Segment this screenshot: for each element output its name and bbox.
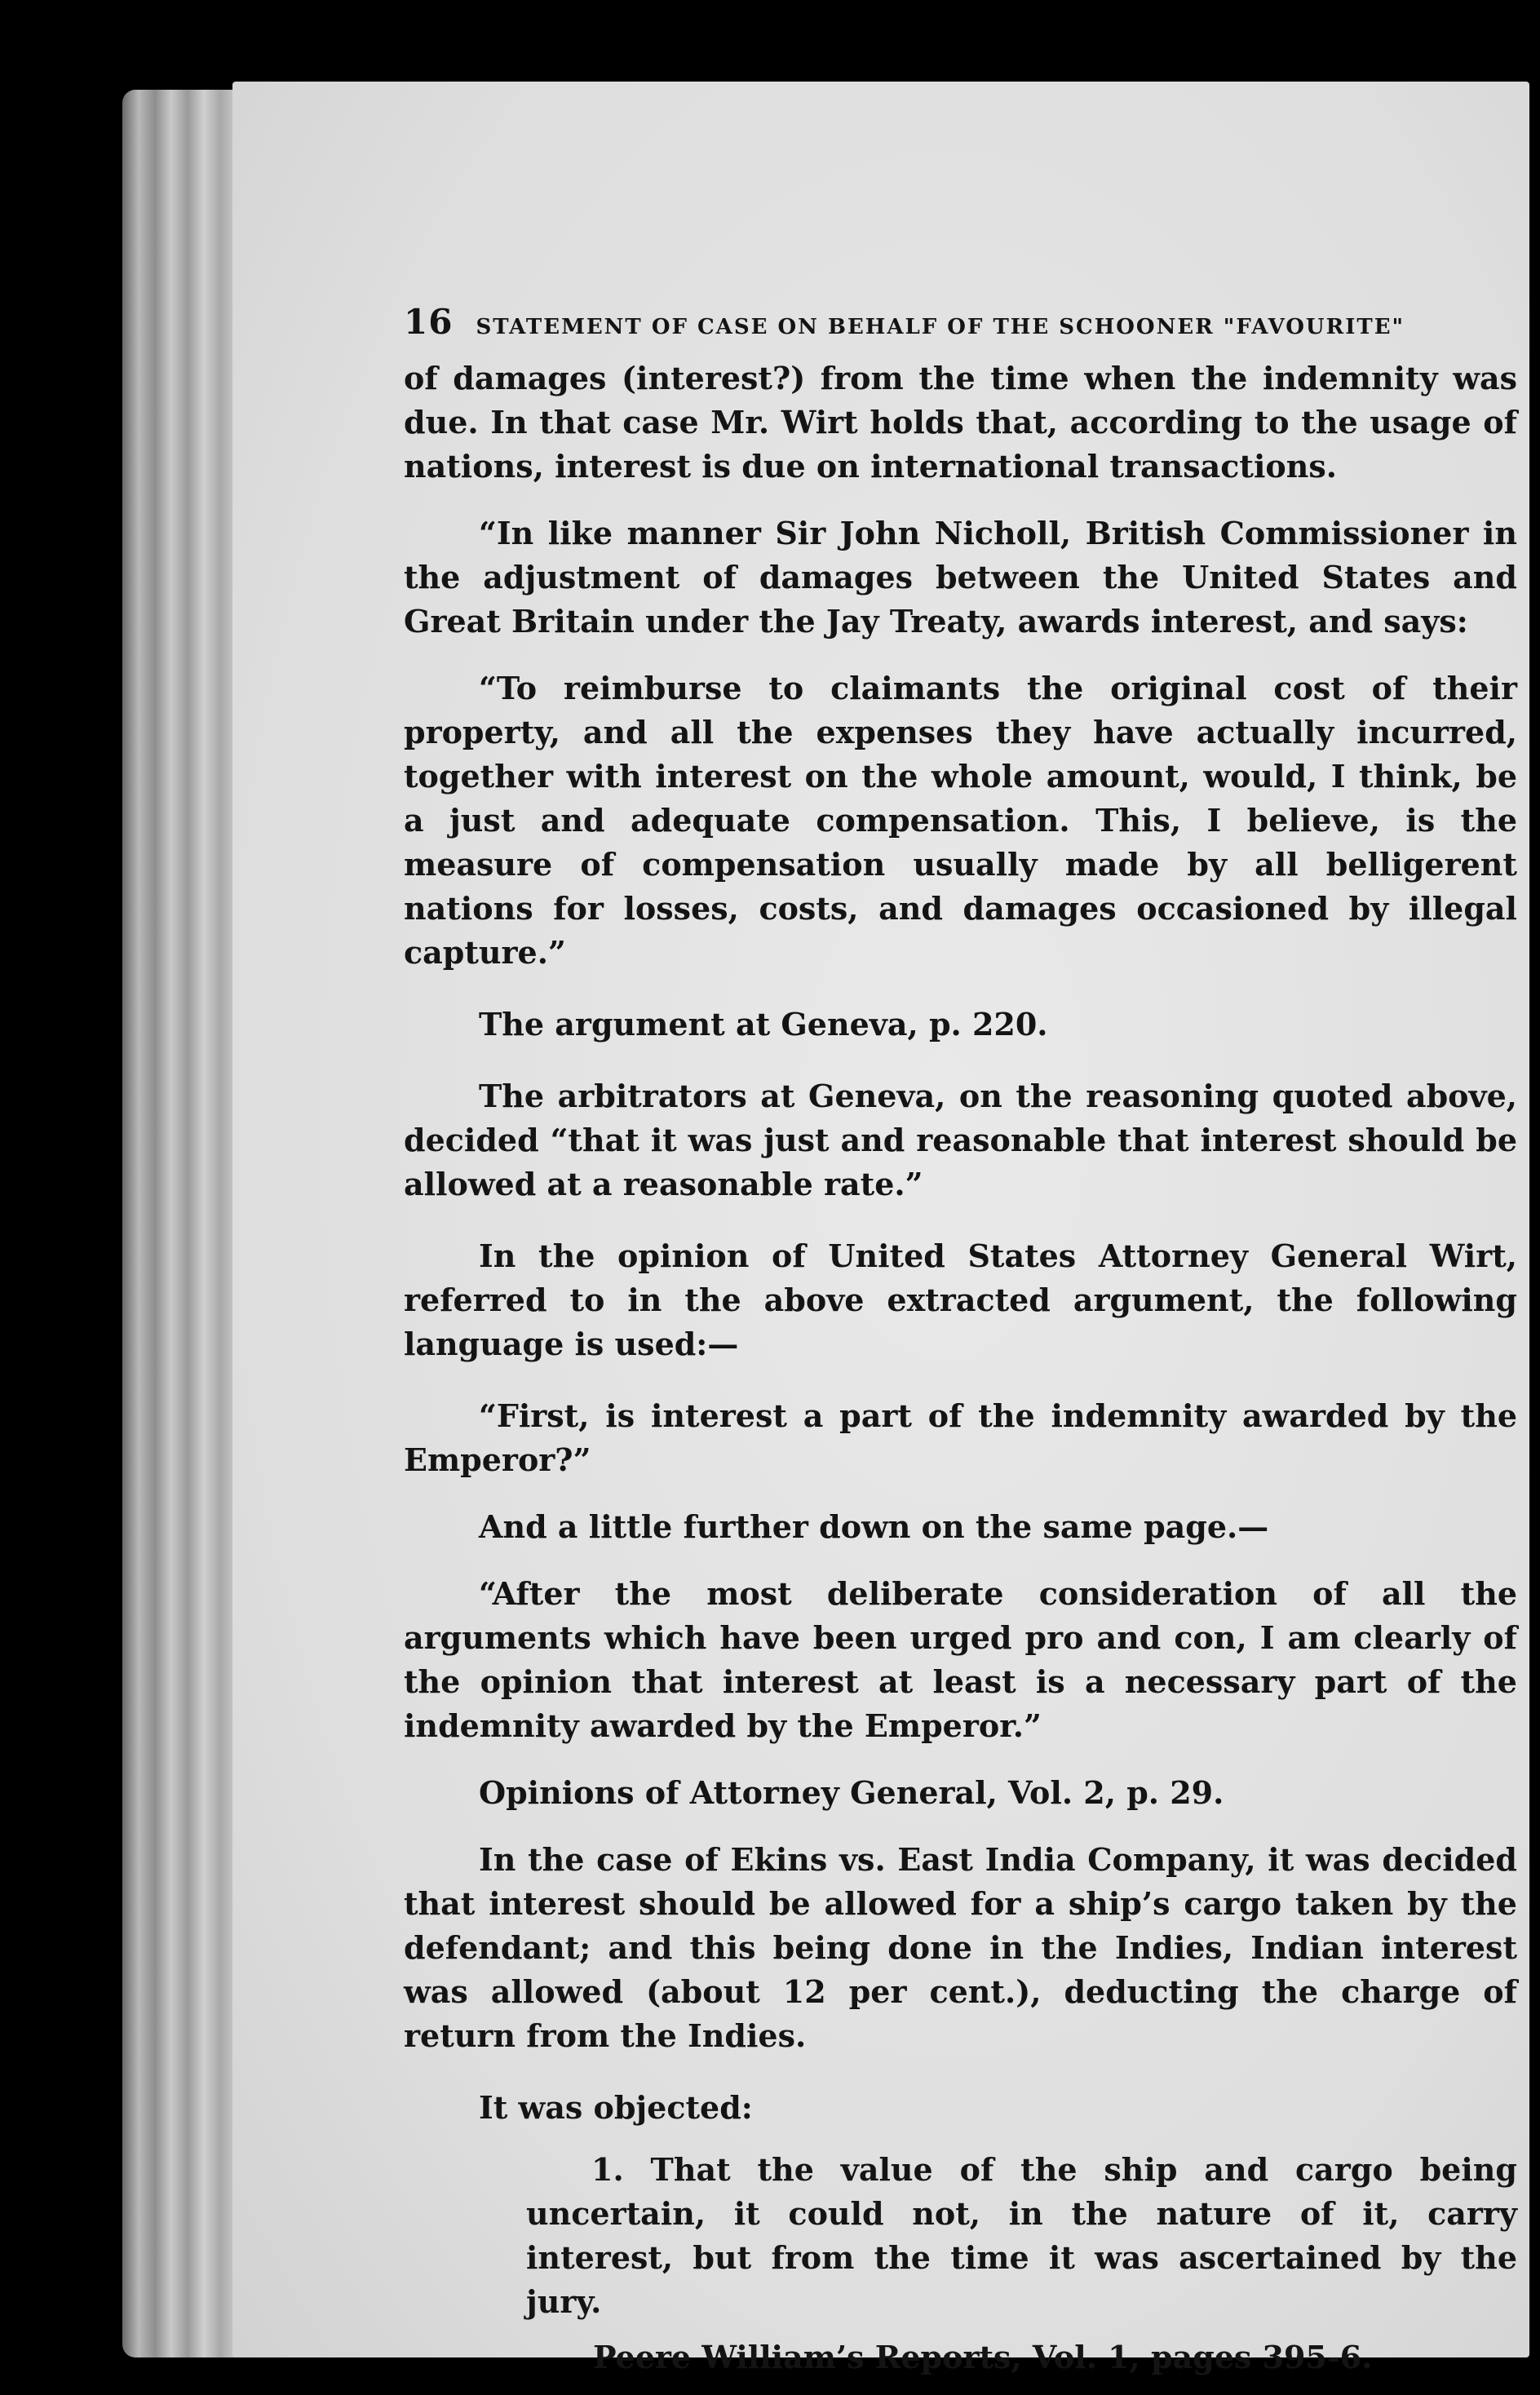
paragraph: And a little further down on the same page.— [479, 1508, 1269, 1545]
quotation: “After the most deliberate consideration of all the arguments which have been urged pro and con, I am clearly of the opinion that interest at least is a necessary part of the indemnity awarded by the Emperor.” [404, 1575, 1517, 1744]
paragraph: In the case of Ekins vs. East India Company, it was decided that interest should be allowed for a ship’s cargo taken by the defendant; and this being done in the Indies, Indian interest was allowed (about 12 per cent.), deducting the charge of return from the Indies. [404, 1841, 1517, 2054]
paragraph: The arbitrators at Geneva, on the reasoning quoted above, decided “that it was just and reasonable that interest should be allowed at a reasonable rate.” [404, 1078, 1517, 1202]
page-text [404, 302, 1517, 2380]
running-title: STATEMENT OF CASE ON BEHALF OF THE SCHOONER "FAVOURITE" [476, 315, 1405, 339]
running-header [404, 302, 1517, 342]
citation: The argument at Geneva, p. 220. [479, 1006, 1048, 1043]
citation: Opinions of Attorney General, Vol. 2, p. 29. [479, 1774, 1224, 1811]
page-number: 16 [404, 302, 454, 342]
citation: Peere William’s Reports, Vol. 1, pages 395-6. [593, 2339, 1373, 2375]
quotation: “To reimburse to claimants the original cost of their property, and all the expenses they have actually incurred, together with interest on the whole amount, would, I think, be a just and adequate compensation. This, I believe, is the measure of compensation usually made by all belligerent nations for losses, costs, and damages occasioned by illegal capture.” [404, 670, 1517, 971]
paragraph: “In like manner Sir John Nicholl, British Commissioner in the adjustment of damages between the United States and Great Britain under the Jay Treaty, awards interest, and says: [404, 515, 1517, 640]
paragraph: In the opinion of United States Attorney General Wirt, referred to in the above extracted argument, the following language is used:— [404, 1237, 1517, 1362]
paragraph: of damages (interest?) from the time when the indemnity was due. In that case Mr. Wirt holds that, according to the usage of nations, interest is due on international transactions. [404, 360, 1517, 485]
quotation: “First, is interest a part of the indemnity awarded by the Emperor?” [404, 1397, 1517, 1478]
paragraph: It was objected: [479, 2089, 753, 2126]
objection-item: 1. That the value of the ship and cargo being uncertain, it could not, in the nature of it, carry interest, but from the time it was ascertained by the jury. [526, 2151, 1517, 2320]
